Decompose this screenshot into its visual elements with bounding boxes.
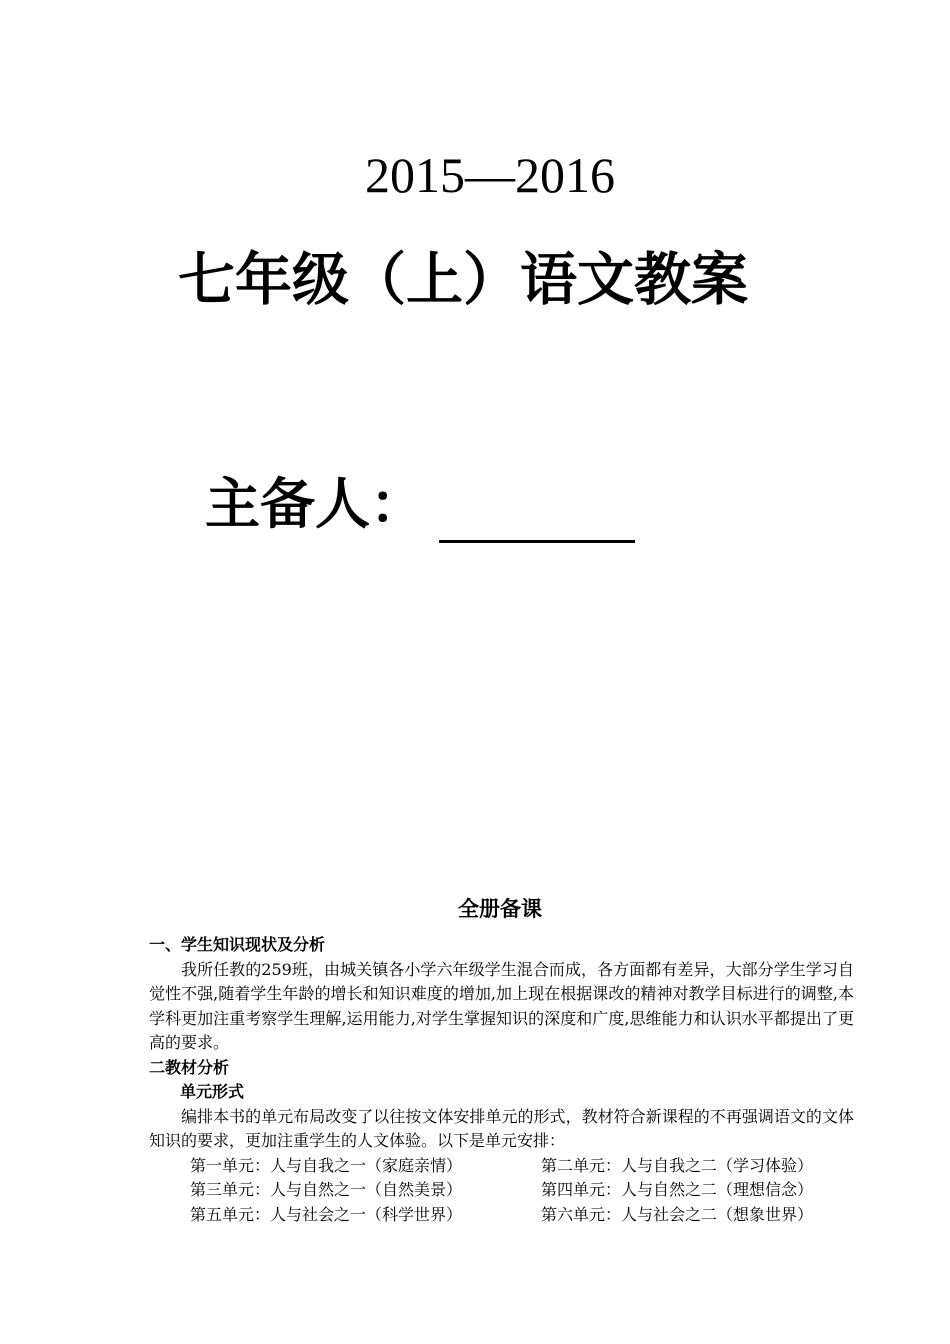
unit-row: [190, 1178, 854, 1203]
unit-item: 第三单元：人与自然之一（自然美景）: [190, 1180, 463, 1199]
unit-item: 第六单元：人与社会之二（想象世界）: [541, 1204, 814, 1224]
preparer-label: 主备人：: [205, 472, 426, 536]
cover-title: 七年级（上）语文教案: [178, 247, 748, 313]
part2-heading: 二教材分析: [149, 1057, 230, 1077]
unit-item: 第二单元：人与自我之二（学习体验）: [541, 1155, 814, 1175]
preparer-blank-line: [439, 482, 635, 543]
unit-item: 第一单元：人与自我之一（家庭亲情）: [190, 1155, 463, 1175]
part1-paragraph: 我所任教的259班，由城关镇各小学六年级学生混合而成，各方面都有差异，大部分学生学习自觉性不强,随着学生年龄的增长和知识难度的增加,加上现在根据课改的精神对教学目标进行的调整,本学科更加注重考察学生理解,运用能力,对学生掌握知识的深度和广度,思维能力和认识水平都提出了更高的要求。: [149, 959, 854, 1052]
lesson-content: [149, 933, 854, 1227]
unit-row: [190, 1203, 854, 1228]
part2-paragraph: 编排本书的单元布局改变了以往按文体安排单元的形式，教材符合新课程的不再强调语文的文体知识的要求，更加注重学生的人文体验。以下是单元安排：: [149, 1106, 854, 1150]
preparer-line: [205, 465, 635, 543]
unit-item: 第五单元：人与社会之一（科学世界）: [190, 1204, 463, 1224]
unit-list: [149, 1154, 854, 1228]
cover-year: 2015—2016: [365, 147, 615, 203]
part1-heading: 一、学生知识现状及分析: [149, 935, 326, 954]
section-title: 全册备课: [458, 897, 542, 921]
part2-subheading: 单元形式: [180, 1082, 245, 1101]
unit-row: [190, 1154, 854, 1179]
unit-item: 第四单元：人与自然之二（理想信念）: [541, 1180, 814, 1199]
